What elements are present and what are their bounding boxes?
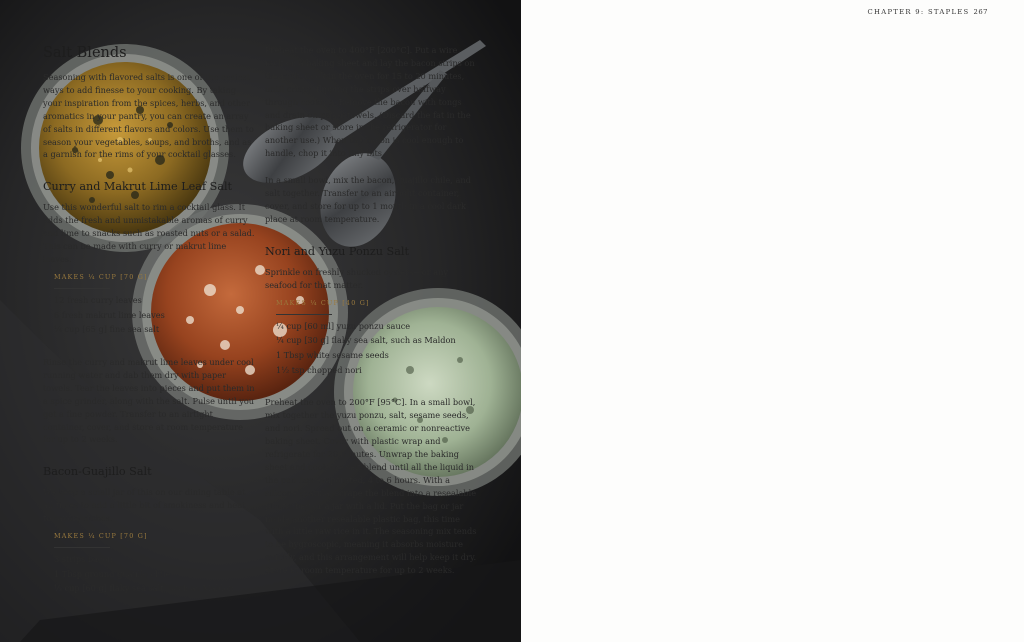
recipe-page	[521, 0, 1024, 642]
ingredient: 1½ tsp chopped nori	[276, 364, 362, 375]
recipe-title-bacon: Bacon-Guajillo Salt	[43, 465, 152, 479]
text-column-left	[43, 44, 255, 596]
method-curry: Rinse the curry and makrut lime leaves under cool running water and dab them dry with paper towels. Tear the leaves into pieces and put them in a spice grinder, along with the salt. Pulse until you get a fine powder. Transfer to an airtight container, cover, and store at room temperature for up to 2 weeks.	[43, 356, 255, 445]
ingredient: ¼ cup [65 g] fine sea salt	[54, 324, 160, 335]
headnote-bacon: We keep a small jar of this on our dining table at all times to add a little bit of smokiness and heat to savory dishes.	[43, 487, 246, 524]
yield-rule	[54, 547, 110, 548]
yield-curry: MAKES ¼ CUP [70 G]	[54, 272, 148, 281]
yield-rule	[276, 314, 332, 315]
recipe-title-curry: Curry and Makrut Lime Leaf Salt	[43, 180, 233, 194]
ingredient: 1 Tbsp white sesame seeds	[276, 350, 389, 360]
page-number: 267	[973, 8, 988, 16]
ingredient: ¼ cup [60 ml] yuzu ponzu sauce	[276, 320, 411, 331]
ingredient: 3 strips bacon	[54, 554, 113, 565]
ingredient: 6 fresh makrut lime leaves	[54, 309, 165, 320]
method-bacon-2: In a small bowl, mix the bacon, guajillo chile, and salt together. Transfer to an airtight container, cover, and store for up to 1 month in a cool dark place at room temperature.	[265, 175, 471, 224]
running-head	[868, 8, 988, 16]
yield-nori: MAKES ¼ CUP [40 G]	[276, 298, 370, 307]
method-nori: Preheat the oven to 200°F [95°C]. In a small bowl, mix together the yuzu ponzu, salt, sesame seeds, and nori. Spread out on a ceramic or nonreactive baking sheet. Cover with plastic wrap and refrigerate for 20 minutes. Unwrap the baking sheet and cook the salt blend until all the liquid in the pan has evaporated, 4 to 6 hours. With a silicone spatula, scrape the blend into a resealable plastic bag or a jar with a lid. Put the bag or jar inside another resealable plastic bag, this time with a little raw rice in it. The seasoning mix tends to be hygroscopic, meaning it absorbs moisture quickly, and this arrangement will help keep it dry. Store at room temperature for up to 2 weeks.	[265, 397, 477, 576]
page-title: Salt Blends	[43, 45, 127, 61]
intro-paragraph: Seasoning with flavored salts is one of the easiest ways to add finesse to your cooking. By taking your inspiration from the spices, herbs, and other aromatics in your pantry, you can create an array of salts in different flavors and colors. Use them to season your vegetables, soups, and broths, and as a garnish for the rims of your cocktail glasses.	[43, 72, 254, 160]
ingredient: 12 fresh curry leaves	[54, 294, 142, 305]
ingredient: ⅓ cup [60 g] flaky sea salt, such as Maldon	[54, 583, 234, 594]
yield-bacon: MAKES ¼ CUP [70 G]	[54, 532, 148, 541]
yield-rule	[54, 288, 110, 289]
ingredient: ¼ cup [30 g] flaky sea salt, such as Maldon	[276, 335, 456, 346]
ingredient: 1 Tbsp ground guajillo chile	[54, 568, 171, 579]
headnote-curry: Use this wonderful salt to rim a cocktail glass. It adds the fresh and unmistakable aromas of curry and lime to snacks such as roasted nuts or a salad. This can be made with curry or makrut lime leaves.	[43, 202, 255, 264]
ingredient-list-bacon	[54, 552, 255, 596]
method-bacon-1: Preheat the oven to 400°F [200°C]. Put a wire rack on a baking sheet and lay the bacon strips on the rack. Cook in the oven for 15 to 20 minutes, until crispy, flipping the strips over halfway through cooking. Remove the bacon with tongs and drain on paper towels. (Discard the fat in the baking sheet or store in the refrigerator for another use.) When the bacon is cool enough to handle, chop it into tiny bits.	[265, 45, 475, 159]
ingredient-list-nori	[276, 319, 477, 378]
chapter-title: CHAPTER 9: STAPLES	[867, 8, 970, 16]
headnote-nori: Sprinkle on freshly shucked oysters—or any seafood for that matter.	[265, 266, 449, 290]
ingredient-list-curry	[54, 293, 255, 337]
recipe-title-nori: Nori and Yuzu Ponzu Salt	[265, 244, 409, 258]
text-column-right	[265, 44, 477, 577]
